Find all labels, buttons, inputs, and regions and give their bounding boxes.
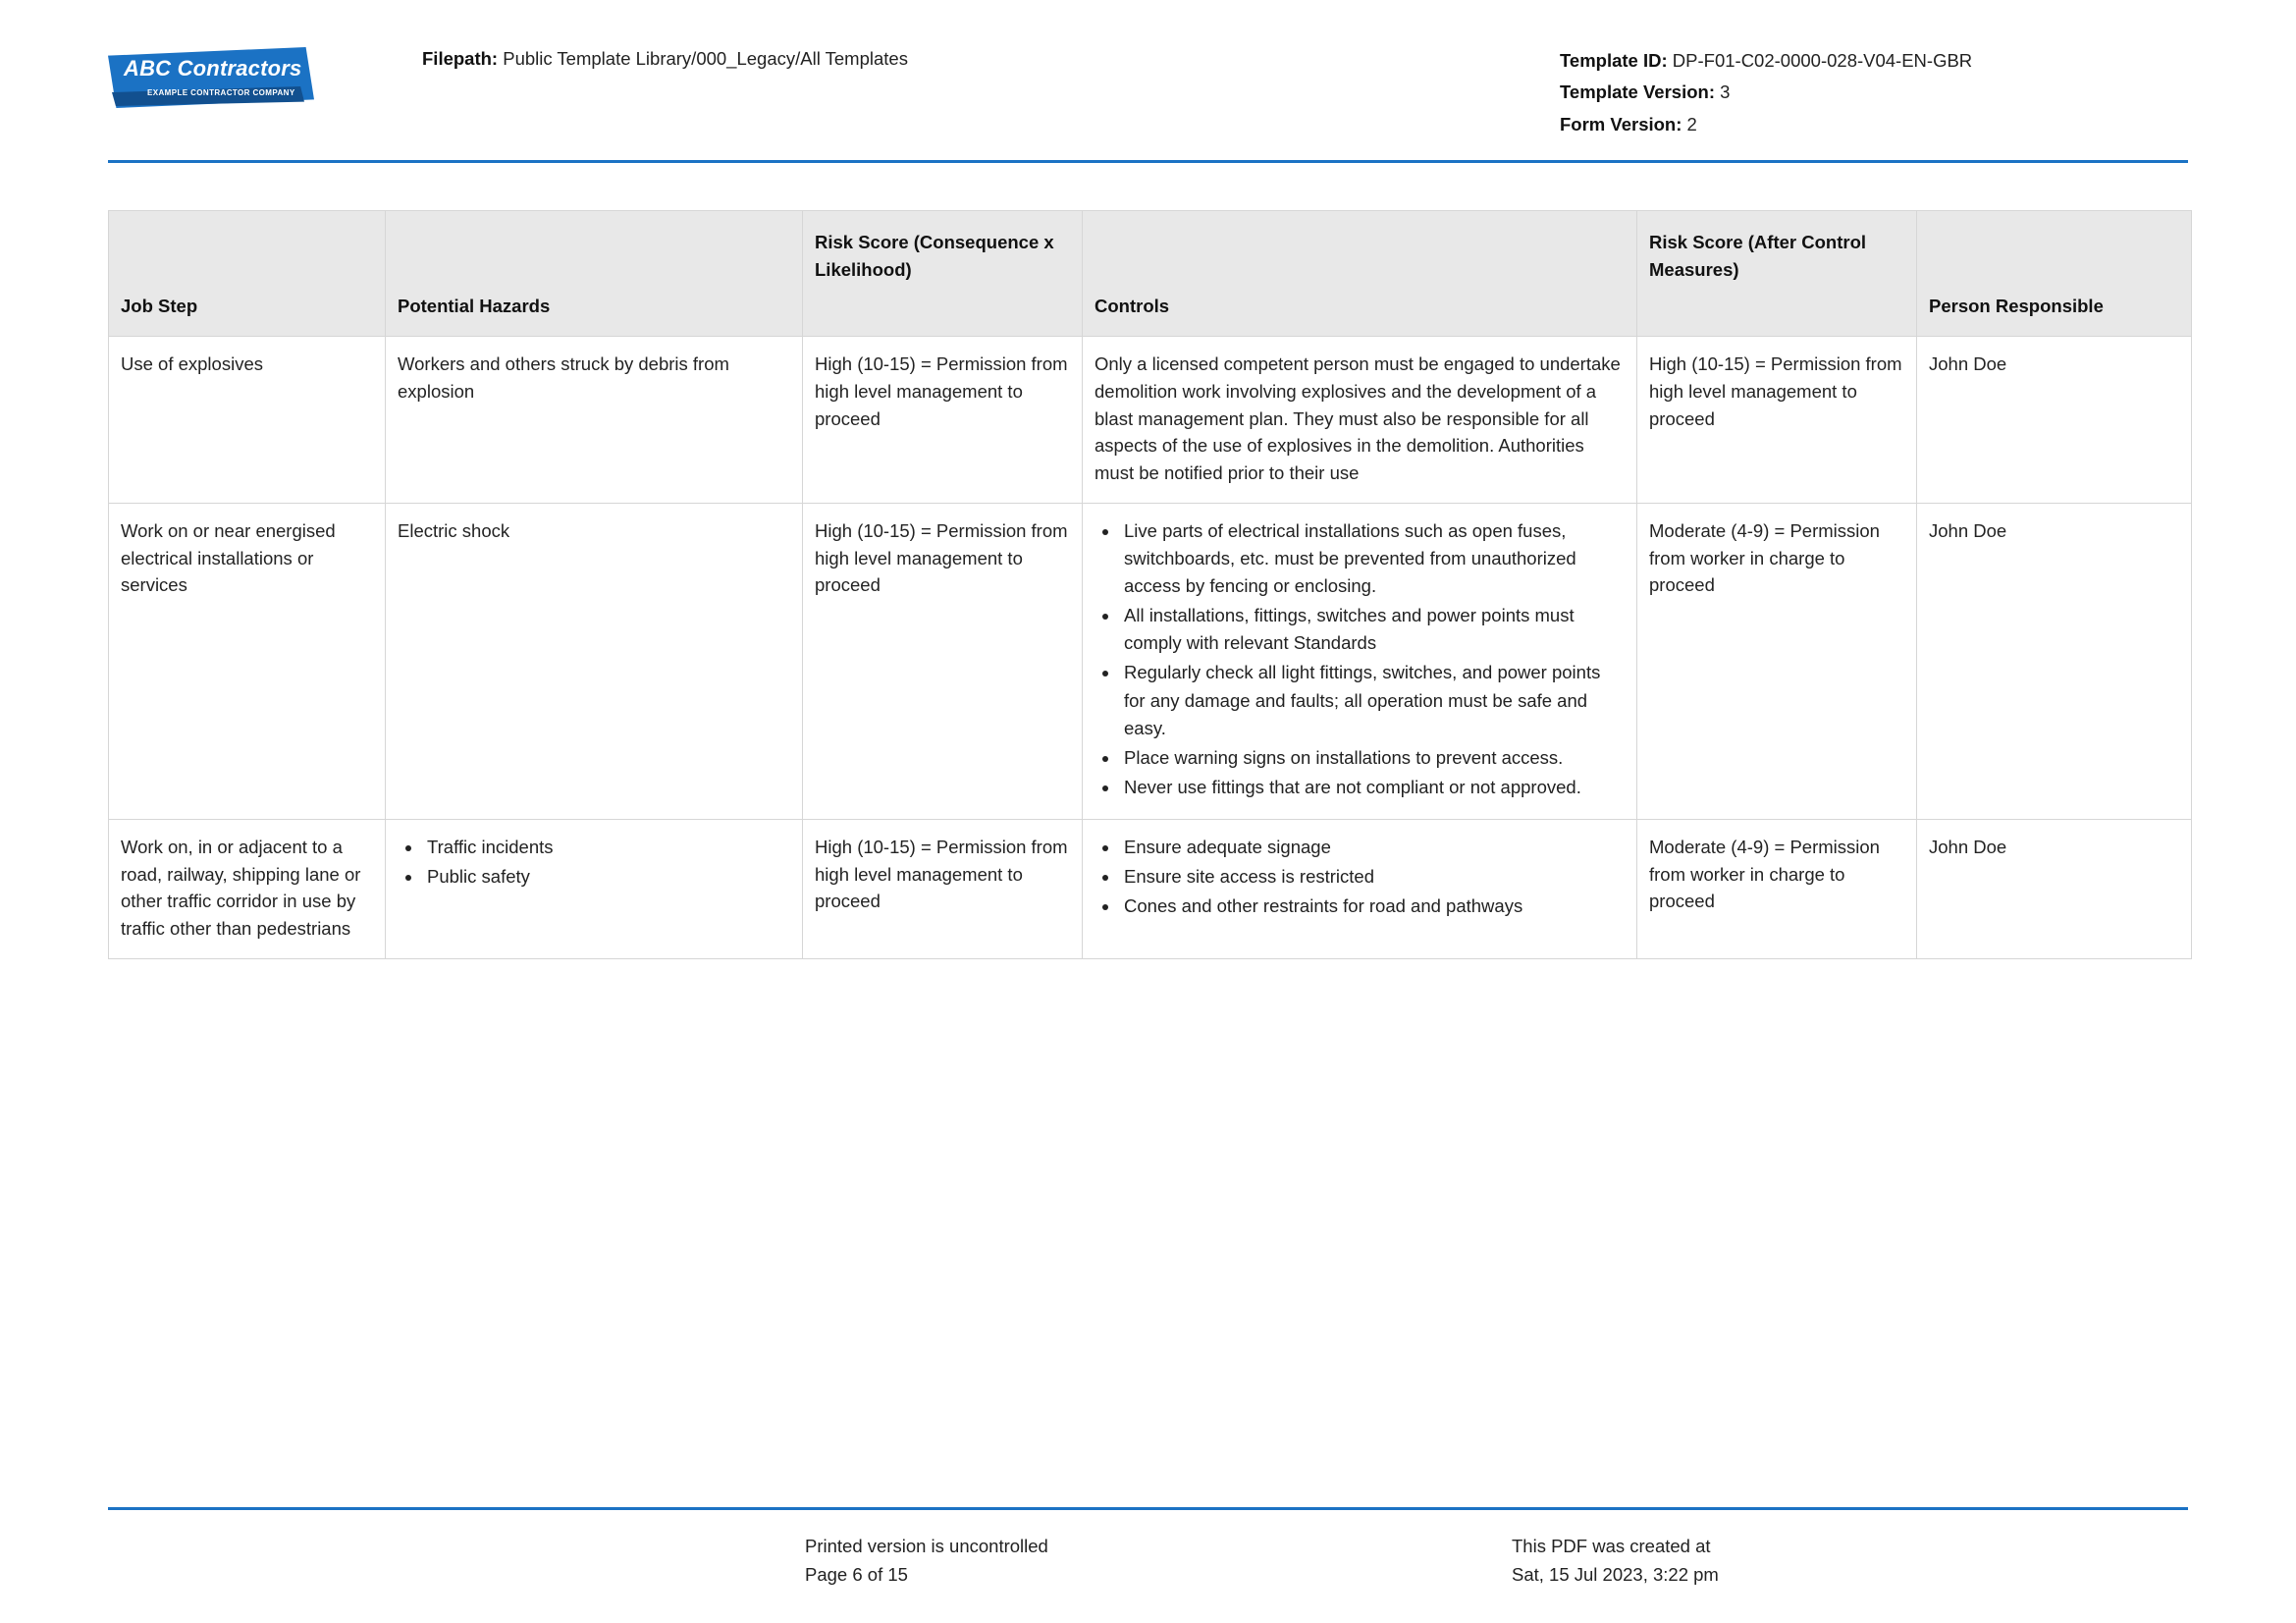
footer-left-block xyxy=(805,1532,1512,1590)
column-header-controls: Controls xyxy=(1083,211,1637,337)
column-header-risk-score: Risk Score (Consequence x Likelihood) xyxy=(803,211,1083,337)
list-item: • Regularly check all light fittings, switches, and power points for any damage and faults; all operation must be safe and easy. xyxy=(1120,659,1625,741)
template-id-row xyxy=(1560,45,2188,77)
cell-risk-score-after: High (10-15) = Permission from high level management to proceed xyxy=(1637,337,1917,504)
cell-job-step: Use of explosives xyxy=(109,337,386,504)
list-item: • Ensure adequate signage xyxy=(1120,834,1625,861)
page-number: Page 6 of 15 xyxy=(805,1564,908,1586)
table-row xyxy=(109,503,2192,819)
cell-potential-hazards: Electric shock xyxy=(386,503,803,819)
list-item: • Public safety xyxy=(423,863,790,891)
controls-list xyxy=(1095,517,1625,801)
cell-risk-score: High (10-15) = Permission from high level management to proceed xyxy=(803,819,1083,958)
footer-divider xyxy=(108,1507,2188,1510)
column-header-job-step: Job Step xyxy=(109,211,386,337)
header-template-meta xyxy=(1560,37,2188,140)
pdf-created-label: This PDF was created at xyxy=(1512,1535,1711,1556)
footer-right-block xyxy=(1512,1532,2188,1590)
risk-assessment-table-wrap xyxy=(108,163,2188,959)
template-version-value: 3 xyxy=(1720,81,1731,103)
cell-person-responsible: John Doe xyxy=(1917,819,2192,958)
cell-risk-score-after: Moderate (4-9) = Permission from worker in charge to proceed xyxy=(1637,819,1917,958)
company-logo-icon xyxy=(108,47,314,108)
controls-list xyxy=(1095,834,1625,920)
cell-risk-score-after: Moderate (4-9) = Permission from worker in charge to proceed xyxy=(1637,503,1917,819)
hazards-list xyxy=(398,834,790,891)
cell-controls xyxy=(1083,819,1637,958)
document-header xyxy=(108,0,2188,160)
template-id-value: DP-F01-C02-0000-028-V04-EN-GBR xyxy=(1672,50,1973,71)
template-version-row xyxy=(1560,77,2188,108)
header-filepath xyxy=(402,37,1560,73)
filepath-label: Filepath: xyxy=(422,48,499,69)
page-whitespace xyxy=(108,959,2188,1507)
logo-tagline: EXAMPLE CONTRACTOR COMPANY xyxy=(147,88,295,97)
table-header-row xyxy=(109,211,2192,337)
logo-company-name: ABC Contractors xyxy=(124,56,302,81)
table-row xyxy=(109,819,2192,958)
form-version-label: Form Version: xyxy=(1560,113,1682,135)
cell-job-step: Work on or near energised electrical installations or services xyxy=(109,503,386,819)
risk-assessment-table xyxy=(108,210,2192,959)
cell-controls xyxy=(1083,503,1637,819)
list-item: • Cones and other restraints for road and pathways xyxy=(1120,893,1625,920)
uncontrolled-note: Printed version is uncontrolled xyxy=(805,1535,1048,1556)
cell-controls: Only a licensed competent person must be engaged to undertake demolition work involving explosives and the development of a blast management plan. They must also be responsible for all aspects of the use of explosives in the demolition. Authorities must be notified prior to their use xyxy=(1083,337,1637,504)
logo-block xyxy=(108,37,402,108)
list-item: • Traffic incidents xyxy=(423,834,790,861)
list-item: • All installations, fittings, switches and power points must comply with relevant Standards xyxy=(1120,602,1625,657)
form-version-value: 2 xyxy=(1686,113,1697,135)
template-version-label: Template Version: xyxy=(1560,81,1715,103)
cell-risk-score: High (10-15) = Permission from high level management to proceed xyxy=(803,337,1083,504)
filepath-value: Public Template Library/000_Legacy/All Templates xyxy=(503,48,908,69)
table-row xyxy=(109,337,2192,504)
form-version-row xyxy=(1560,109,2188,140)
list-item: • Place warning signs on installations to prevent access. xyxy=(1120,744,1625,772)
cell-potential-hazards xyxy=(386,819,803,958)
cell-risk-score: High (10-15) = Permission from high level management to proceed xyxy=(803,503,1083,819)
cell-person-responsible: John Doe xyxy=(1917,337,2192,504)
document-footer xyxy=(108,1507,2188,1623)
cell-person-responsible: John Doe xyxy=(1917,503,2192,819)
list-item: • Never use fittings that are not compliant or not approved. xyxy=(1120,774,1625,801)
cell-job-step: Work on, in or adjacent to a road, railway, shipping lane or other traffic corridor in use by traffic other than pedestrians xyxy=(109,819,386,958)
column-header-risk-score-after: Risk Score (After Control Measures) xyxy=(1637,211,1917,337)
column-header-potential-hazards: Potential Hazards xyxy=(386,211,803,337)
list-item: • Ensure site access is restricted xyxy=(1120,863,1625,891)
list-item: • Live parts of electrical installations such as open fuses, switchboards, etc. must be prevented from unauthorized access by fencing or enclosing. xyxy=(1120,517,1625,600)
pdf-created-value: Sat, 15 Jul 2023, 3:22 pm xyxy=(1512,1564,1719,1586)
cell-potential-hazards: Workers and others struck by debris from explosion xyxy=(386,337,803,504)
column-header-person-responsible: Person Responsible xyxy=(1917,211,2192,337)
template-id-label: Template ID: xyxy=(1560,50,1668,71)
